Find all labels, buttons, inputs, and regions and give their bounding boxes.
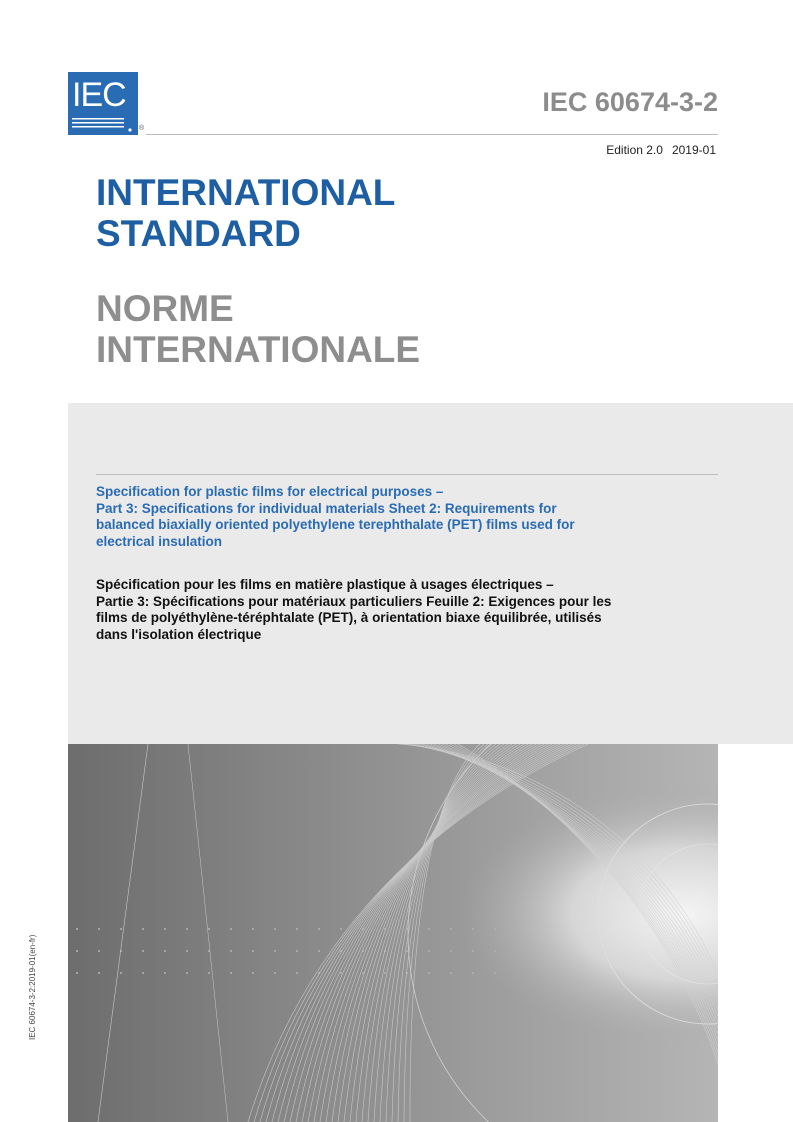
logo-stripes-icon (72, 118, 134, 132)
edition-info (606, 143, 716, 157)
standard-number: IEC 60674-3-2 (542, 87, 718, 117)
subtitle-english-line1: Specification for plastic films for electrical purposes – (96, 484, 444, 499)
edition-date: 2019-01 (671, 143, 716, 157)
title-panel (68, 403, 793, 744)
registered-mark: ® (139, 125, 145, 132)
subtitle-english-line4: electrical insulation (96, 533, 223, 549)
title-french-line1: NORME (96, 288, 234, 329)
panel-divider (96, 474, 718, 475)
subtitle-french-line2: Partie 3: Spécifications pour matériaux particuliers Feuille 2: Exigences pour les (96, 593, 612, 609)
subtitle-french-line4: dans l'isolation électrique (96, 626, 262, 642)
title-english-line1: INTERNATIONAL (96, 172, 396, 213)
title-french (96, 288, 420, 370)
subtitle-french-line3: films de polyéthylène-téréphtalate (PET), à orientation biaxe équilibrée, utilisés (96, 610, 602, 625)
subtitle-english-line3: balanced biaxially oriented polyethylene terephthalate (PET) films used for (96, 517, 575, 532)
document-reference: IEC 60674-3-2:2019-01(en-fr) (28, 934, 37, 1040)
title-french-line2: INTERNATIONALE (96, 329, 421, 370)
subtitle-french (96, 577, 721, 643)
header-divider (146, 134, 718, 135)
edition-label: Edition 2.0 (606, 143, 663, 157)
cover-artwork (68, 744, 718, 1122)
iec-logo (68, 72, 138, 135)
subtitle-french-line1: Spécification pour les films en matière plastique à usages électriques – (96, 577, 554, 592)
title-english (96, 172, 395, 254)
logo-text: IEC (72, 76, 126, 114)
subtitle-english (96, 484, 721, 550)
subtitle-english-line2: Part 3: Specifications for individual materials Sheet 2: Requirements for (96, 500, 557, 516)
title-english-line2: STANDARD (96, 213, 301, 254)
